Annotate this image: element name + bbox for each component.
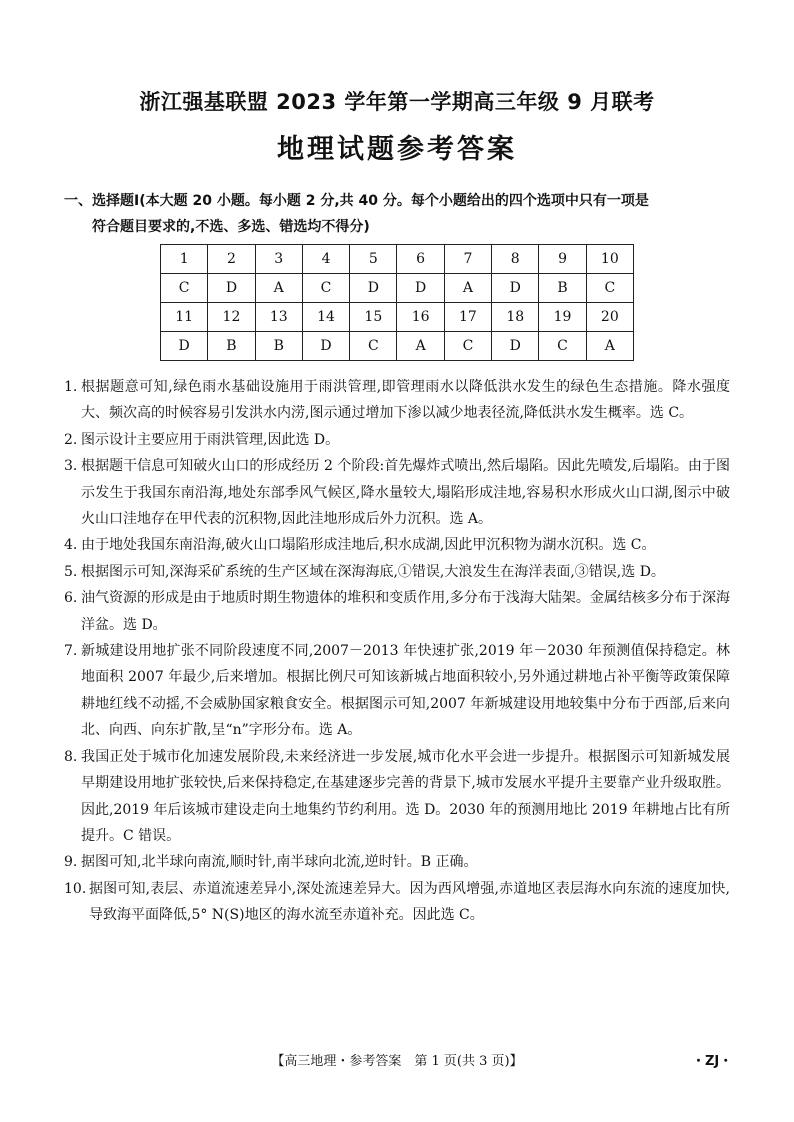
answer-cell: D [492,274,539,303]
answer-cell: B [255,332,302,361]
answer-cell: D [350,274,397,303]
answer-cell: C [350,332,397,361]
explanation-text: 据图可知,表层、赤道流速差异小,深处流速差异大。因为西风增强,赤道地区表层海水向东流的速度加快,导致海平面降低,5° N(S)地区的海水流至赤道补充。因此选 C。 [89,880,730,924]
answer-cell: D [302,332,349,361]
question-number-cell: 17 [444,303,491,332]
question-number: 9. [64,854,78,871]
answer-table [160,244,634,361]
answer-row [161,332,634,361]
question-number-cell: 15 [350,303,397,332]
explanation-item [64,849,730,875]
explanation-item [64,453,730,532]
explanation-text: 我国正处于城市化加速发展阶段,未来经济进一步发展,城市化水平会进一步提升。根据图示可知新城发展早期建设用地扩张较快,后来保持稳定,在基建逐步完善的背景下,城市发展水平提升主要靠产业升级取胜。因此,2019 年后该城市建设走向土地集约节约利用。选 D。2030 年的预测用地比 2019 年耕地占比有所提升。C 错误。 [81,748,730,844]
question-number-cell: 8 [492,245,539,274]
section-heading-line2: 符合题目要求的,不选、多选、错选均不得分) [92,219,370,235]
explanation-text: 油气资源的形成是由于地质时期生物遗体的堆积和变质作用,多分布于浅海大陆架。金属结核多分布于深海洋盆。选 D。 [81,590,730,633]
page-footer: 【高三地理・参考答案 第 1 页(共 3 页)】 [271,1054,523,1069]
answer-cell: C [586,274,633,303]
explanation-item [64,374,730,427]
answer-cell: D [397,274,444,303]
section-heading [64,188,732,240]
question-number-cell: 9 [539,245,586,274]
answer-cell: C [161,274,208,303]
explanation-item [64,638,730,744]
answer-cell: C [302,274,349,303]
footer-code: ・ZJ・ [692,1054,733,1069]
question-number-row [161,303,634,332]
question-number: 6. [64,590,78,607]
question-number: 10. [64,880,87,897]
question-number-cell: 7 [444,245,491,274]
explanation-item [64,585,730,638]
answer-cell: D [208,274,255,303]
explanation-text: 根据题意可知,绿色雨水基础设施用于雨洪管理,即管理雨水以降低洪水发生的绿色生态措施。降水强度大、频次高的时候容易引发洪水内涝,图示通过增加下渗以减少地表径流,降低洪水发生概率。选 C。 [81,379,730,422]
answer-cell: D [492,332,539,361]
question-number-cell: 11 [161,303,208,332]
question-number: 1. [64,379,78,395]
question-number: 7. [64,643,78,660]
answer-cell: D [161,332,208,361]
question-number-cell: 10 [586,245,633,274]
section-heading-line1: 一、选择题Ⅰ(本大题 20 小题。每小题 2 分,共 40 分。每个小题给出的四个选项中只有一项是 [64,193,649,209]
explanation-text: 新城建设用地扩张不同阶段速度不同,2007－2013 年快速扩张,2019 年－2030 年预测值保持稳定。林地面积 2007 年最少,后来增加。根据比例尺可知该新城占地面积较小,另外通过耕地占补平衡等政策保障耕地红线不动摇,不会威胁国家粮食安全。根据图示可知,2007 年新城建设用地较集中分布于西部,后来向北、向西、向东扩散,呈“n”字形分布。选 A。 [81,643,730,739]
explanation-text: 根据题干信息可知破火山口的形成经历 2 个阶段:首先爆炸式喷出,然后塌陷。因此先喷发,后塌陷。由于图示发生于我国东南沿海,地处东部季风气候区,降水量较大,塌陷形成洼地,容易积水形成火山口湖,图示中破火山口洼地存在甲代表的沉积物,因此洼地形成后外力沉积。选 A。 [81,458,730,528]
question-number: 2. [64,431,78,448]
answer-row [161,274,634,303]
question-number-cell: 19 [539,303,586,332]
explanation-item [64,427,730,453]
document-title: 地理试题参考答案 [277,134,517,165]
question-number: 4. [64,537,78,554]
question-number: 5. [64,563,78,580]
question-number-cell: 18 [492,303,539,332]
question-number-cell: 4 [302,245,349,274]
explanation-item [64,876,730,929]
explanation-item [64,532,730,558]
explanation-text: 图示设计主要应用于雨洪管理,因此选 D。 [81,431,340,448]
explanation-item [64,744,730,850]
question-number-row [161,245,634,274]
question-number-cell: 20 [586,303,633,332]
question-number: 3. [64,458,78,475]
question-number-cell: 1 [161,245,208,274]
question-number-cell: 6 [397,245,444,274]
answer-cell: C [444,332,491,361]
explanation-text: 由于地处我国东南沿海,破火山口塌陷形成洼地后,积水成湖,因此甲沉积物为湖水沉积。选 C。 [81,537,656,554]
question-number-cell: 2 [208,245,255,274]
question-number-cell: 13 [255,303,302,332]
question-number: 8. [64,748,78,765]
answer-cell: A [444,274,491,303]
answer-cell: A [255,274,302,303]
explanation-list [64,374,730,929]
answer-cell: A [586,332,633,361]
question-number-cell: 16 [397,303,444,332]
explanation-text: 根据图示可知,深海采矿系统的生产区域在深海海底,①错误,大浪发生在海洋表面,③错误,选 D。 [81,563,665,580]
answer-cell: A [397,332,444,361]
exam-title: 浙江强基联盟 2023 学年第一学期高三年级 9 月联考 [139,90,655,114]
question-number-cell: 3 [255,245,302,274]
explanation-item [64,559,730,585]
answer-cell: B [208,332,255,361]
question-number-cell: 14 [302,303,349,332]
question-number-cell: 12 [208,303,255,332]
answer-cell: B [539,274,586,303]
explanation-text: 据图可知,北半球向南流,顺时针,南半球向北流,逆时针。B 正确。 [81,854,478,871]
answer-cell: C [539,332,586,361]
question-number-cell: 5 [350,245,397,274]
